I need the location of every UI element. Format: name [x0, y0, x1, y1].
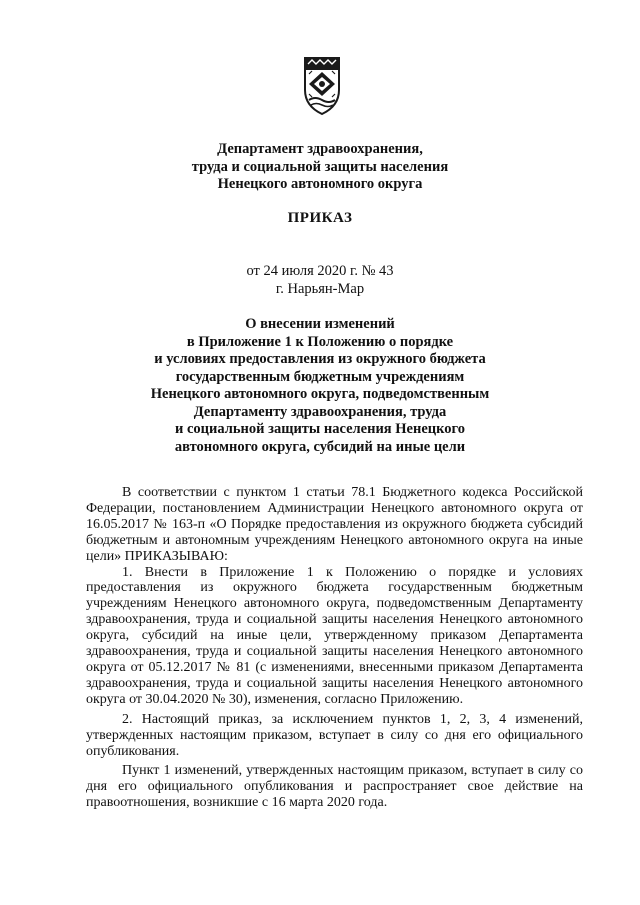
- department-header: [120, 141, 520, 194]
- subject-line: Ненецкого автономного округа, подведомственным: [150, 386, 490, 402]
- department-line-3: Ненецкого автономного округа: [217, 176, 423, 192]
- effective-date-paragraph: Пункт 1 изменений, утвержденных настоящим приказом, вступает в силу со дня его официального опубликования и распространяет свое действие на правоотношения, возникшие с 16 марта 2020 года.: [86, 763, 583, 811]
- subject-line: О внесении изменений: [245, 316, 395, 332]
- subject-line: автономного округа, субсидий на иные цели: [174, 438, 466, 455]
- nenets-coat-of-arms-icon: [302, 56, 342, 116]
- department-line-1: Департамент здравоохранения,: [217, 141, 423, 157]
- subject-line: Департаменту здравоохранения, труда: [193, 403, 447, 420]
- department-line-2: труда и социальной защиты населения: [191, 158, 449, 175]
- order-body: [86, 485, 583, 811]
- subject-line: и социальной защиты населения Ненецкого: [174, 421, 466, 437]
- subject-line: в Приложение 1 к Положению о порядке: [186, 333, 454, 350]
- order-meta: [120, 262, 520, 298]
- order-date-number: от 24 июля 2020 г. № 43: [246, 263, 394, 279]
- subject-line: и условиях предоставления из окружного бюджета: [154, 351, 486, 367]
- document-type-title: ПРИКАЗ: [287, 210, 353, 226]
- order-place: г. Нарьян-Мар: [275, 281, 365, 297]
- subject-line: государственным бюджетным учреждениям: [175, 368, 465, 385]
- order-subject: [100, 316, 540, 456]
- clause-2-paragraph: 2. Настоящий приказ, за исключением пунктов 1, 2, 3, 4 изменений, утвержденных настоящим приказом, вступает в силу со дня его официального опубликования.: [86, 711, 583, 759]
- clause-1-paragraph: 1. Внести в Приложение 1 к Положению о порядке и условиях предоставления из окружного бюджета государственным бюджетным учреждениям Ненецкого автономного округа, подведомственным Департаменту здравоохранения, труда и социальной защиты населения Ненецкого автономного округа, субсидий на иные цели, утвержденному приказом Департамента здравоохранения, труда и социальной защиты населения Ненецкого автономного округа от 05.12.2017 № 81 (с изменениями, внесенными приказом Департамента здравоохранения, труда и социальной защиты населения Ненецкого автономного округа от 30.04.2020 № 30), изменения, согласно Приложению.: [86, 564, 583, 707]
- preamble-paragraph: В соответствии с пунктом 1 статьи 78.1 Бюджетного кодекса Российской Федерации, постановлением Администрации Ненецкого автономного округа от 16.05.2017 № 163-п «О Порядке предоставления из окружного бюджета субсидий бюджетным и автономным учреждениям Ненецкого автономного округа на иные цели» ПРИКАЗЫВАЮ:: [86, 485, 583, 564]
